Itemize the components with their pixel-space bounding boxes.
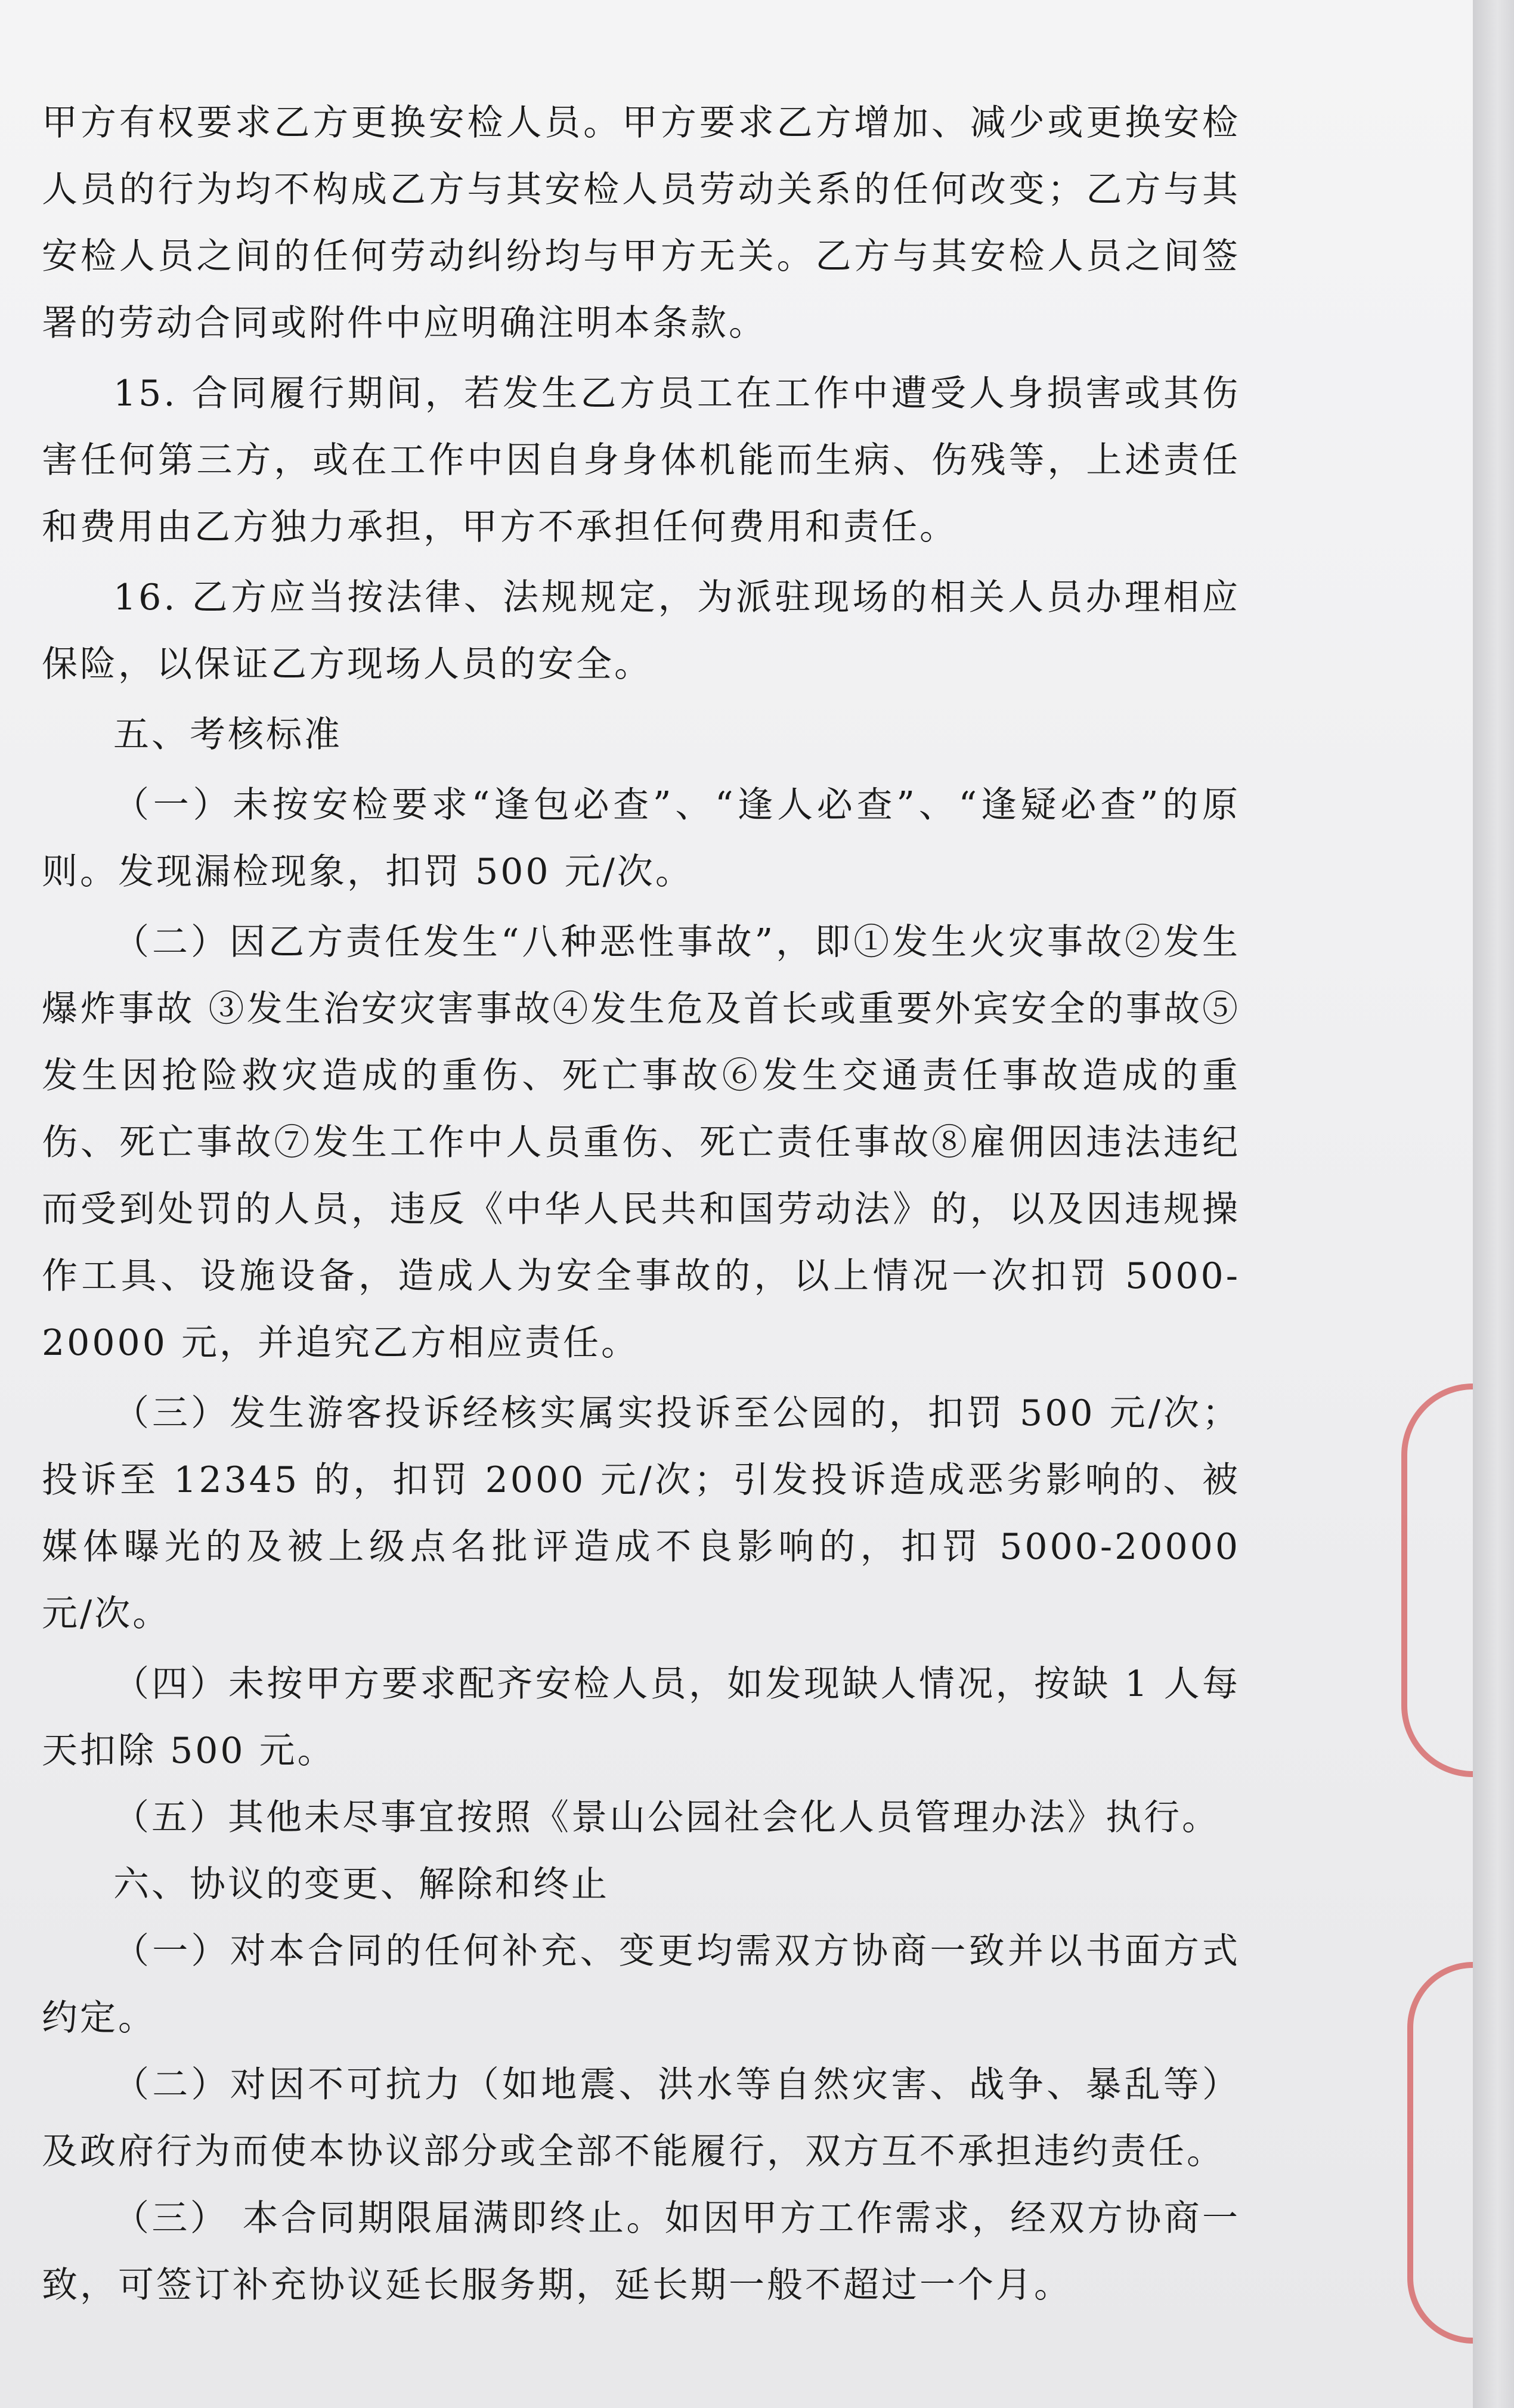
changes-item-3: （三） 本合同期限届满即终止。如因甲方工作需求，经双方协商一致，可签订补充协议延长服务期，延长期一般不超过一个月。	[42, 2197, 1240, 2306]
assessment-item-1: （一）未按安检要求“逢包必查”、“逢人必查”、“逢疑必查”的原则。发现漏检现象，扣罚 500 元/次。	[42, 784, 1240, 893]
assessment-item-2: （二）因乙方责任发生“八种恶性事故”，即①发生火灾事故②发生爆炸事故 ③发生治安灾害事故④发生危及首长或重要外宾安全的事故⑤ 发生因抢险救灾造成的重伤、死亡事故⑥发生交通责任事故造成的重伤、死亡事故⑦发生工作中人员重伤、死亡责任事故⑧雇佣因违法违纪而受到处罚的人员，违反《中华人民共和国劳动法》的，以及因违规操作工具、设施设备，造成人为安全事故的，以上情况一次扣罚 5000-20000 元，并追究乙方相应责任。	[42, 921, 1240, 1364]
paragraph-14-continued: 甲方有权要求乙方更换安检人员。甲方要求乙方增加、减少或更换安检人员的行为均不构成乙方与其安检人员劳动关系的任何改变；乙方与其安检人员之间的任何劳动纠纷均与甲方无关。乙方与其安检人员之间签署的劳动合同或附件中应明确注明本条款。	[42, 102, 1240, 344]
red-seal-partial-upper	[1401, 1383, 1473, 1777]
section-heading-changes: 六、协议的变更、解除和终止	[113, 1864, 609, 1905]
section-heading-assessment: 五、考核标准	[113, 714, 342, 756]
assessment-item-4: （四）未按甲方要求配齐安检人员，如发现缺人情况，按缺 1 人每天扣除 500 元。	[42, 1663, 1240, 1772]
paragraph-16: 16. 乙方应当按法律、法规规定，为派驻现场的相关人员办理相应保险，以保证乙方现场人员的安全。	[42, 577, 1240, 685]
changes-item-1: （一）对本合同的任何补充、变更均需双方协商一致并以书面方式约定。	[42, 1930, 1240, 2039]
paragraph-15: 15. 合同履行期间，若发生乙方员工在工作中遭受人身损害或其伤害任何第三方，或在工作中因自身身体机能而生病、伤残等，上述责任和费用由乙方独力承担，甲方不承担任何费用和责任。	[42, 373, 1240, 548]
assessment-item-3: （三）发生游客投诉经核实属实投诉至公园的，扣罚 500 元/次；投诉至 12345 的，扣罚 2000 元/次；引发投诉造成恶劣影响的、被媒体曝光的及被上级点名批评造成不良影响的，扣罚 5000-20000 元/次。	[42, 1392, 1240, 1635]
assessment-item-5: （五）其他未尽事宜按照《景山公园社会化人员管理办法》执行。	[113, 1797, 1220, 1839]
changes-item-2: （二）对因不可抗力（如地震、洪水等自然灾害、战争、暴乱等）及政府行为而使本协议部分或全部不能履行，双方互不承担违约责任。	[42, 2064, 1240, 2172]
page-edge-shadow	[1473, 0, 1514, 2408]
contract-text	[42, 89, 1240, 2319]
red-seal-partial-lower	[1407, 1962, 1473, 2344]
